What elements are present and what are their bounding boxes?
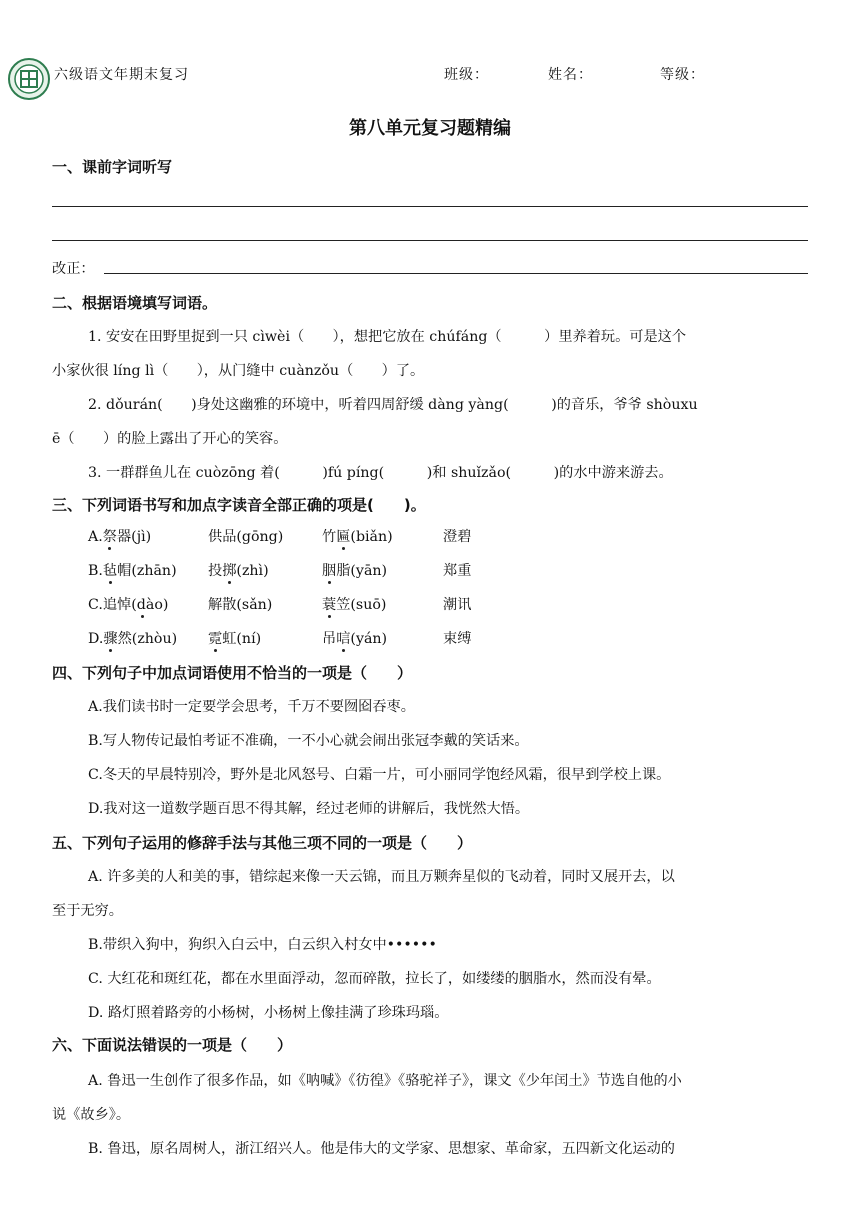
section-1-heading: 一、课前字词听写 bbox=[52, 158, 173, 176]
s5-option-c: C. 大红花和斑红花，都在水里面浮动，忽而碎散，拉长了，如缕缕的胭脂水，然而没有晕。 bbox=[88, 971, 661, 987]
correction-line bbox=[104, 273, 808, 274]
s2-line-3: 2. dǒurán( )身处这幽雅的环境中，听着四周舒缓 dàng yàng( )的音乐，爷爷 shòuxu bbox=[88, 397, 698, 413]
s4-option-b: B.写人物传记最怕考证不准确，一不小心就会闹出张冠李戴的笑话来。 bbox=[88, 733, 529, 749]
correction-label: 改正： bbox=[52, 261, 95, 277]
section-6-heading: 六、下面说法错误的一项是（ ） bbox=[52, 1036, 293, 1054]
grade-label: 等级： bbox=[660, 67, 705, 83]
section-4-heading: 四、下列句子中加点词语使用不恰当的一项是（ ） bbox=[52, 664, 413, 682]
s6-option-b: B. 鲁迅，原名周树人，浙江绍兴人。他是伟大的文学家、思想家、革命家，五四新文化运动的 bbox=[88, 1141, 675, 1157]
s2-line-4: ē（ ）的脸上露出了开心的笑容。 bbox=[52, 431, 288, 447]
section-2-heading: 二、根据语境填写词语。 bbox=[52, 294, 218, 312]
name-label: 姓名： bbox=[548, 67, 593, 83]
course-title: 六级语文年期末复习 bbox=[54, 67, 189, 83]
s5-option-a-cont: 至于无穷。 bbox=[52, 903, 123, 919]
section-5-heading: 五、下列句子运用的修辞手法与其他三项不同的一项是（ ） bbox=[52, 834, 473, 852]
s5-option-a: A. 许多美的人和美的事，错综起来像一天云锦，而且万颗奔星似的飞动着，同时又展开去，以 bbox=[88, 869, 675, 885]
worksheet-page: 六级语文年期末复习 班级： 姓名： 等级： 第八单元复习题精编 一、课前字词听写 改正： 二、根据语境填写词语。 1. 安安在田野里捉到一只 cìwèi（ ），想把它放在 chúfáng（ ）里养着玩。可是这个 小家伙很 líng lì（ ），从门缝中 cuànzǒu（ ）了。 2. dǒurán( )身处这幽雅的环境中，听着四周舒缓 dàng yàng( )的音乐，爷爷 shòuxu ē（ ）的脸上露出了开心的笑容。 3. 一群群鱼儿在 cuòzōng 着( )fú píng( )和 shuǐzǎo( )的水中游来游去。 三、下列词语书写和加点字读音全部正确的项是( )。 A.祭器(jì) 供品(gōng) 竹匾(biǎn) 澄碧 B.毡帽(zhān) 投掷(zhì) 胭脂(yān) 郑重 C.追悼(dào) 解散(sǎn) 蓑笠(suō) 潮讯 D.骤然(zhòu) 霓虹(ní) 吊唁(yán) 束缚 四、下列句子中加点词语使用不恰当的一项是（ ） A.我们读书时一定要学会思考，千万不要囫囵吞枣。 B.写人物传记最怕考证不准确，一不小心就会闹出张冠李戴的笑话来。 C.冬天的早晨特别冷，野外是北风怒号、白霜一片，可小丽同学饱经风霜，很早到学校上课。 D.我对这一道数学题百思不得其解，经过老师的讲解后，我恍然大悟。 五、下列句子运用的修辞手法与其他三项不同的一项是（ ） A. 许多美的人和美的事，错综起来像一天云锦，而且万颗奔星似的飞动着，同时又展开去，以 至于无穷。 B.带织入狗中，狗织入白云中，白云织入村女中•••••• C. 大红花和斑红花，都在水里面浮动，忽而碎散，拉长了，如缕缕的胭脂水，然而没有晕。 D. 路灯照着路旁的小杨树，小杨树上像挂满了珍珠玛瑙。 六、下面说法错误的一项是（ ） A. 鲁迅一生创作了很多作品，如《呐喊》《彷徨》《骆驼祥子》，课文《少年闰土》节选自他的小 说《故乡》。 B. 鲁迅，原名周树人，浙江绍兴人。他是伟大的文学家、思想家、革命家，五四新文化运动的 bbox=[0, 0, 860, 1216]
s2-line-2: 小家伙很 líng lì（ ），从门缝中 cuànzǒu（ ）了。 bbox=[52, 363, 425, 379]
class-label: 班级： bbox=[444, 67, 489, 83]
s2-line-5: 3. 一群群鱼儿在 cuòzōng 着( )fú píng( )和 shuǐzǎo( )的水中游来游去。 bbox=[88, 465, 673, 481]
s2-line-1: 1. 安安在田野里捉到一只 cìwèi（ ），想把它放在 chúfáng（ ）里养着玩。可是这个 bbox=[88, 329, 687, 345]
s4-option-d: D.我对这一道数学题百思不得其解，经过老师的讲解后，我恍然大悟。 bbox=[88, 801, 530, 817]
s6-option-a: A. 鲁迅一生创作了很多作品，如《呐喊》《彷徨》《骆驼祥子》，课文《少年闰土》节选自他的小 bbox=[88, 1073, 682, 1089]
section-3-heading: 三、下列词语书写和加点字读音全部正确的项是( )。 bbox=[52, 496, 426, 514]
page-title: 第八单元复习题精编 bbox=[349, 118, 511, 139]
s4-option-a: A.我们读书时一定要学会思考，千万不要囫囵吞枣。 bbox=[88, 699, 415, 715]
dictation-line-1 bbox=[52, 206, 808, 207]
s5-option-b: B.带织入狗中，狗织入白云中，白云织入村女中•••••• bbox=[88, 937, 437, 953]
s4-option-c: C.冬天的早晨特别冷，野外是北风怒号、白霜一片，可小丽同学饱经风霜，很早到学校上课。 bbox=[88, 767, 671, 783]
dictation-line-2 bbox=[52, 240, 808, 241]
s5-option-d: D. 路灯照着路旁的小杨树，小杨树上像挂满了珍珠玛瑙。 bbox=[88, 1005, 449, 1021]
school-logo-icon bbox=[8, 58, 50, 100]
s6-option-a-cont: 说《故乡》。 bbox=[52, 1107, 131, 1123]
